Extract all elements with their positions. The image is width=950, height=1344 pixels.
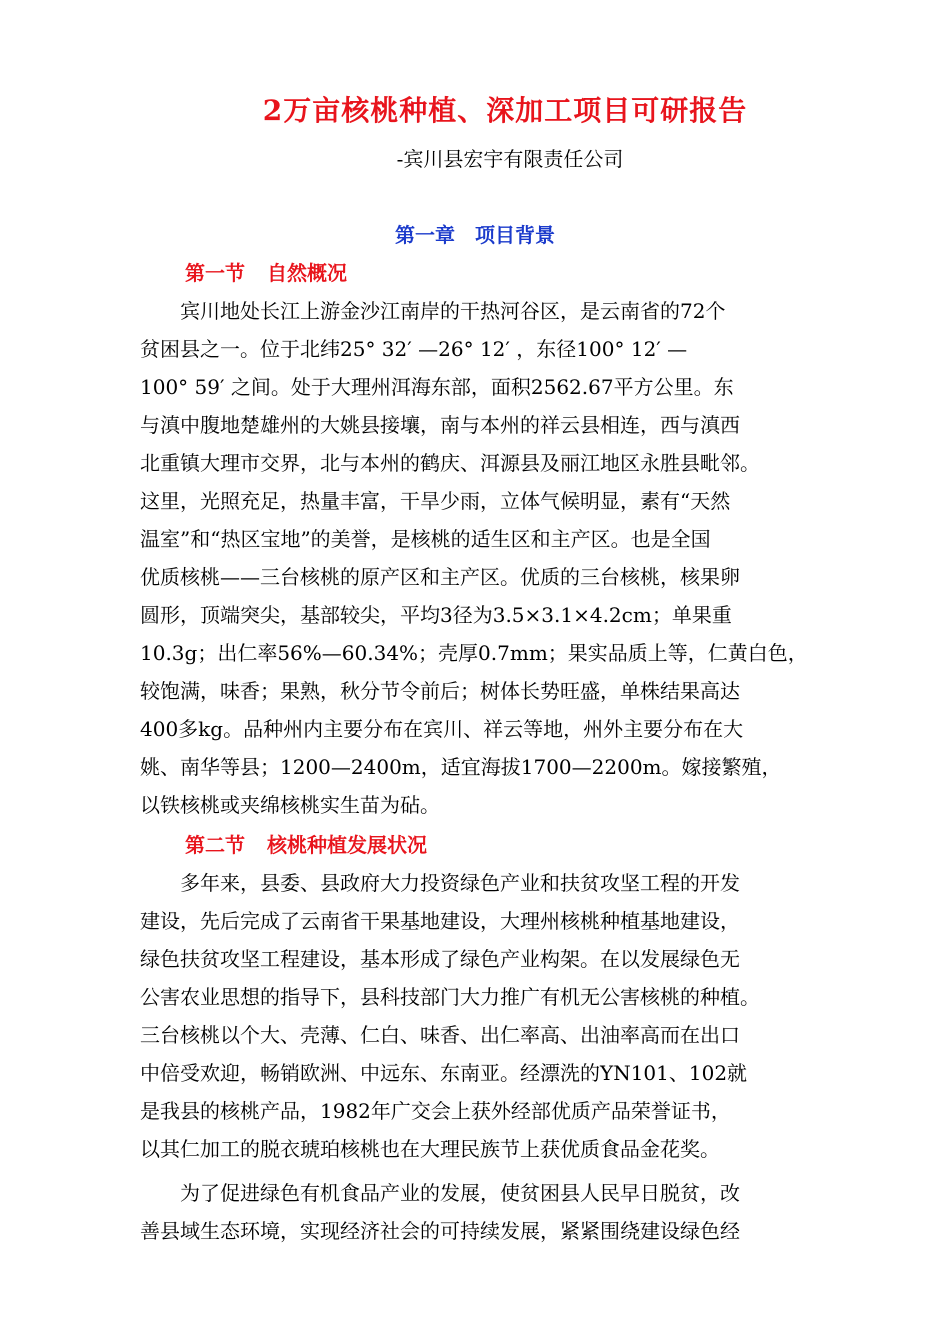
text-line: 较饱满，味香；果熟，秋分节令前后；树体长势旺盛，单株结果高达: [140, 679, 740, 703]
paragraph-walnut-development: [140, 864, 812, 1168]
text-line: 与滇中腹地楚雄州的大姚县接壤，南与本州的祥云县相连，西与滇西: [140, 413, 740, 437]
text-line: 优质核桃——三台核桃的原产区和主产区。优质的三台核桃，核果卵: [140, 565, 740, 589]
text-line: 为了促进绿色有机食品产业的发展，使贫困县人民早日脱贫，改: [140, 1181, 740, 1205]
text-line: 三台核桃以个大、壳薄、仁白、味香、出仁率高、出油率高而在出口: [140, 1023, 740, 1047]
document-subtitle: -宾川县宏宇有限责任公司: [396, 147, 624, 171]
section-title: 核桃种植发展状况: [267, 833, 427, 857]
text-line: 多年来，县委、县政府大力投资绿色产业和扶贫攻坚工程的开发: [140, 871, 740, 895]
text-line: 圆形，顶端突尖，基部较尖，平均3径为3.5×3.1×4.2cm；单果重: [140, 603, 732, 627]
text-line: 建设，先后完成了云南省干果基地建设，大理州核桃种植基地建设，: [140, 909, 740, 933]
text-line: 100° 59′ 之间。处于大理州洱海东部，面积2562.67平方公里。东: [140, 375, 734, 399]
text-line: 善县域生态环境，实现经济社会的可持续发展，紧紧围绕建设绿色经: [140, 1219, 740, 1243]
text-line: 以其仁加工的脱衣琥珀核桃也在大理民族节上获优质食品金花奖。: [140, 1137, 720, 1161]
section-heading-2: [185, 826, 427, 864]
text-line: 贫困县之一。位于北纬25° 32′ —26° 12′ ，东径100° 12′ —: [140, 337, 688, 361]
text-line: 姚、南华等县；1200—2400m，适宜海拔1700—2200m。嫁接繁殖，: [140, 755, 782, 779]
text-line: 是我县的核桃产品，1982年广交会上获外经部优质产品荣誉证书，: [140, 1099, 731, 1123]
section-number: 第一节: [185, 261, 245, 285]
text-line: 绿色扶贫攻坚工程建设，基本形成了绿色产业构架。在以发展绿色无: [140, 947, 740, 971]
paragraph-green-industry: [140, 1174, 812, 1250]
text-line: 温室”和“热区宝地”的美誉，是核桃的适生区和主产区。也是全国: [140, 527, 711, 551]
text-line: 400多kg。品种州内主要分布在宾川、祥云等地，州外主要分布在大: [140, 717, 744, 741]
text-line: 10.3g；出仁率56%—60.34%；壳厚0.7mm；果实品质上等，仁黄白色，: [140, 641, 808, 665]
text-line: 中倍受欢迎，畅销欧洲、中远东、东南亚。经漂洗的YN101、102就: [140, 1061, 748, 1085]
text-line: 宾川地处长江上游金沙江南岸的干热河谷区，是云南省的72个: [140, 299, 726, 323]
section-title: 自然概况: [267, 261, 347, 285]
text-line: 公害农业思想的指导下，县科技部门大力推广有机无公害核桃的种植。: [140, 985, 760, 1009]
text-line: 北重镇大理市交界，北与本州的鹤庆、洱源县及丽江地区永胜县毗邻。: [140, 451, 760, 475]
section-number: 第二节: [185, 833, 245, 857]
text-line: 这里，光照充足，热量丰富，干旱少雨，立体气候明显，素有“天然: [140, 489, 731, 513]
chapter-heading: 第一章 项目背景: [395, 223, 555, 247]
paragraph-natural-overview: [140, 292, 812, 824]
section-heading-1: [185, 254, 347, 292]
document-title: 2万亩核桃种植、深加工项目可研报告: [262, 94, 748, 127]
text-line: 以铁核桃或夹绵核桃实生苗为砧。: [140, 793, 440, 817]
